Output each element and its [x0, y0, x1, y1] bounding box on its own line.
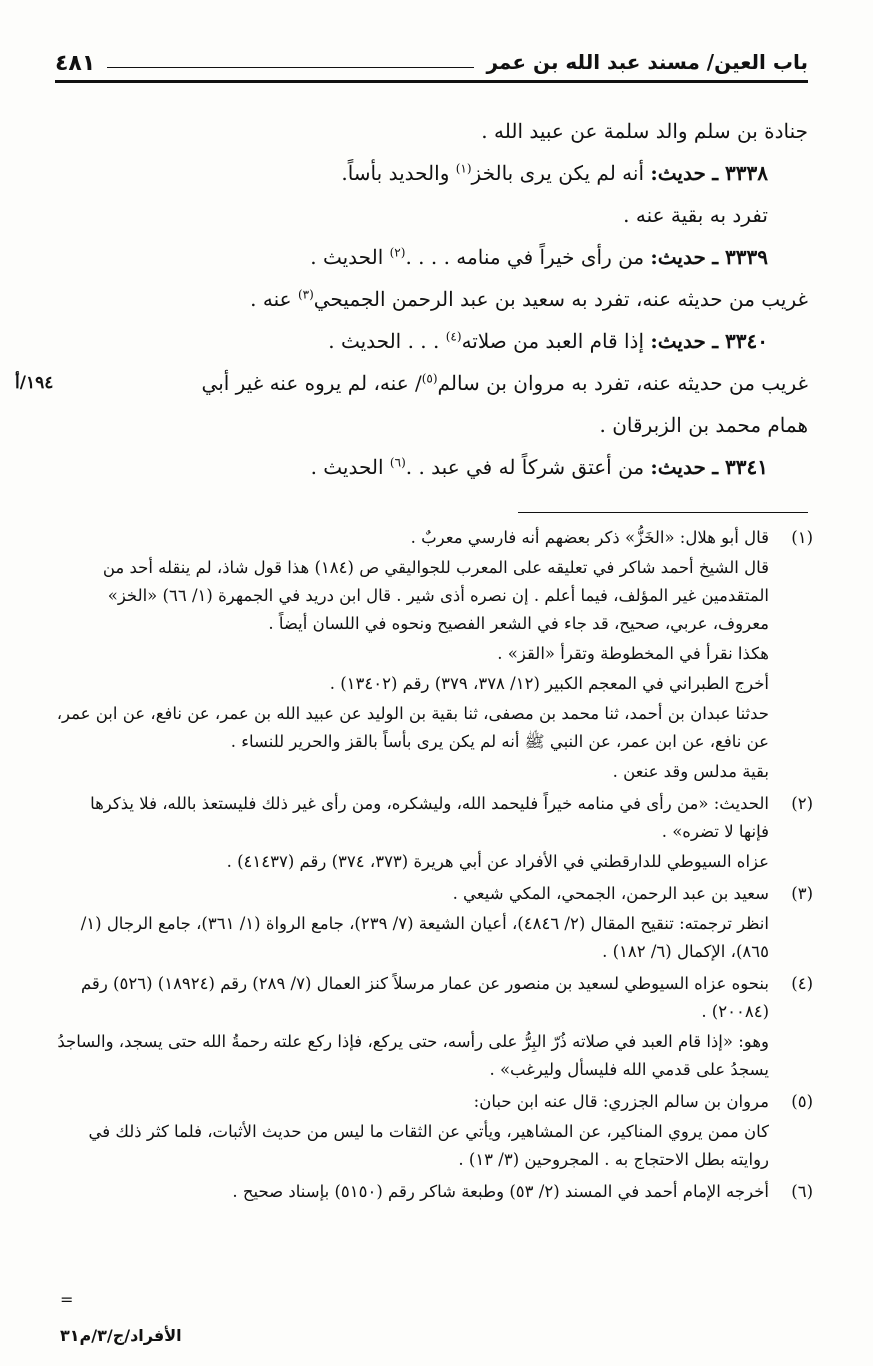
footnote	[55, 880, 813, 968]
footnote	[55, 970, 813, 1086]
hadith-keyword: حديث:	[650, 245, 706, 269]
footnote-paragraph: كان ممن يروي المناكير، عن المشاهير، ويأتي عن الثقات ما ليس من حديث الأثبات، فلما كثر ذلك في روايته بطل الاحتجاج به . المجروحين (٣/ ١٣) .	[88, 1122, 769, 1169]
footnote-paragraph: بنحوه عزاه السيوطي لسعيد بن منصور عن عمار مرسلاً كنز العمال (٧/ ٢٨٩) رقم (١٨٩٢٤) (٥٢٦) رقم (٢٠٠٨٤) .	[80, 974, 769, 1021]
footnote	[55, 524, 813, 788]
footnote-paragraph: بقية مدلس وقد عنعن .	[612, 762, 769, 781]
footnote-ref: (١)	[455, 161, 472, 176]
hadith-text: الحديث .	[310, 455, 384, 479]
footnote-paragraph: انظر ترجمته: تنقيح المقال (٢/ ٤٨٤٦)، أعيان الشيعة (٧/ ٢٣٩)، جامع الرواة (١/ ٣٦١)، جامع الرجال (١/ ٨٦٥)، الإكمال (٦/ ١٨٢) .	[80, 914, 769, 961]
footnote-ref: (٤)	[445, 329, 462, 344]
footnote-number: (٦)	[791, 1182, 813, 1201]
footnote-paragraph: مروان بن سالم الجزري: قال عنه ابن حبان:	[473, 1092, 769, 1111]
hadith-text: . . . الحديث .	[328, 329, 440, 353]
comment-text: / عنه، لم يروه عنه غير أبي	[201, 371, 422, 395]
hadith-3338	[55, 152, 808, 194]
hadith-number: ٣٣٣٨ ـ	[712, 161, 768, 185]
hadith-text: إذا قام العبد من صلاته	[461, 329, 645, 353]
hadith-text: والحديد بأساً.	[341, 161, 450, 185]
footnote-paragraph: وهو: «إذا قام العبد في صلاته ذُرّ البِرُّ على رأسه، حتى يركع، فإذا ركع علته رحمةُ الله حتى يسجد، والساجدُ يسجدُ على قدمي الله فليسأل وليرغب» .	[57, 1032, 769, 1079]
footnote	[55, 1088, 813, 1176]
footnote-paragraph: أخرجه الإمام أحمد في المسند (٢/ ٥٣) وطبعة شاكر رقم (٥١٥٠) بإسناد صحيح .	[232, 1182, 769, 1201]
footnote-number: (٣)	[791, 884, 813, 903]
footnote-body	[55, 1088, 769, 1176]
page-number: ٤٨١	[55, 51, 96, 76]
footnote	[55, 1178, 813, 1208]
footnote-body	[55, 1178, 769, 1208]
hadith-text: الحديث .	[310, 245, 384, 269]
hadith-3339	[55, 236, 808, 278]
footnote-ref: (٥)	[421, 371, 438, 386]
footnote-paragraph: عزاه السيوطي للدارقطني في الأفراد عن أبي هريرة (٣٧٣، ٣٧٤) رقم (٤١٤٣٧) .	[226, 852, 769, 871]
comment-3338: تفرد به بقية عنه .	[623, 203, 768, 227]
comment-text: عنه .	[250, 287, 292, 311]
footnote-paragraph: قال أبو هلال: «الخَزُّ» ذكر بعضهم أنه فارسي معربٌ .	[410, 528, 769, 547]
footnote-paragraph: سعيد بن عبد الرحمن، الجمحي، المكي شيعي .	[452, 884, 769, 903]
manuscript-folio-note: ١٩٤/أ	[15, 373, 54, 393]
footnote	[55, 790, 813, 878]
footnote-body	[55, 880, 769, 968]
footnote-body	[55, 790, 769, 878]
footnote-paragraph: الحديث: «من رأى في منامه خيراً فليحمد الله، وليشكره، ومن رأى غير ذلك فليستعذ بالله، فلا يذكرها فإنها لا تضره» .	[90, 794, 769, 841]
page-header	[55, 38, 808, 83]
hadith-3340	[55, 320, 808, 362]
hadith-keyword: حديث:	[650, 329, 706, 353]
main-text	[15, 110, 808, 488]
footnote-number: (٥)	[791, 1092, 813, 1111]
comment-text: غريب من حديثه عنه، تفرد به سعيد بن عبد الرحمن الجميحي	[313, 287, 808, 311]
footnote-paragraph: قال الشيخ أحمد شاكر في تعليقه على المعرب للجواليقي ص (١٨٤) هذا قول شاذ، لم ينقله أحد من المتقدمين غير المؤلف، فيما أعلم . إن نصره أذى شير . قال ابن دريد في الجمهرة (١/ ٦٦) «الخز» معروف، عربي، صحيح، قد جاء في الشعر الفصيح ونحوه في اللسان أيضاً .	[102, 558, 769, 633]
header-rule	[107, 67, 474, 68]
footnote-paragraph: أخرج الطبراني في المعجم الكبير (١٢/ ٣٧٨، ٣٧٩) رقم (١٣٤٠٢) .	[329, 674, 769, 693]
footnote-paragraph: هكذا نقرأ في المخطوطة وتقرأ «القز» .	[497, 644, 769, 663]
hadith-text: من أعتق شركاً له في عبد . .	[405, 455, 645, 479]
comment-3339	[55, 278, 808, 320]
footnote-body	[55, 524, 769, 788]
comment-3340-line2: همام محمد بن الزبرقان .	[599, 413, 808, 437]
intro-line: جنادة بن سلم والد سلمة عن عبيد الله .	[481, 119, 808, 143]
footnote-body	[55, 970, 769, 1086]
footnote-number: (٢)	[791, 794, 813, 813]
comment-text: غريب من حديثه عنه، تفرد به مروان بن سالم	[437, 371, 808, 395]
hadith-text: من رأى خيراً في منامه . . . .	[405, 245, 645, 269]
footnotes	[55, 522, 813, 1208]
hadith-keyword: حديث:	[650, 455, 706, 479]
footnote-ref: (٢)	[389, 245, 406, 260]
footnote-separator	[518, 512, 808, 513]
hadith-3341	[55, 446, 808, 488]
header-title: باب العين/ مسند عبد الله بن عمر	[486, 50, 808, 74]
margin-mark: =	[60, 1290, 74, 1309]
footnote-number: (١)	[791, 528, 813, 547]
hadith-keyword: حديث:	[650, 161, 706, 185]
footnote-ref: (٣)	[297, 287, 314, 302]
footnote-paragraph: حدثنا عبدان بن أحمد، ثنا محمد بن مصفى، ثنا بقية بن الوليد عن عبيد الله بن عمر، عن نافع، عن ابن عمر، عن نافع، عن ابن عمر، عن النبي ﷺ أنه لم يكن يرى بأساً بالقز والحرير للنساء .	[56, 704, 769, 751]
comment-3340	[15, 362, 808, 404]
signature-mark: الأفراد/ج/٣/م٣١	[60, 1326, 182, 1345]
footnote-ref: (٦)	[389, 455, 406, 470]
hadith-text: أنه لم يكن يرى بالخز	[471, 161, 645, 185]
hadith-number: ٣٣٤١ ـ	[712, 455, 768, 479]
footnote-number: (٤)	[791, 974, 813, 993]
hadith-number: ٣٣٤٠ ـ	[712, 329, 768, 353]
hadith-number: ٣٣٣٩ ـ	[712, 245, 768, 269]
